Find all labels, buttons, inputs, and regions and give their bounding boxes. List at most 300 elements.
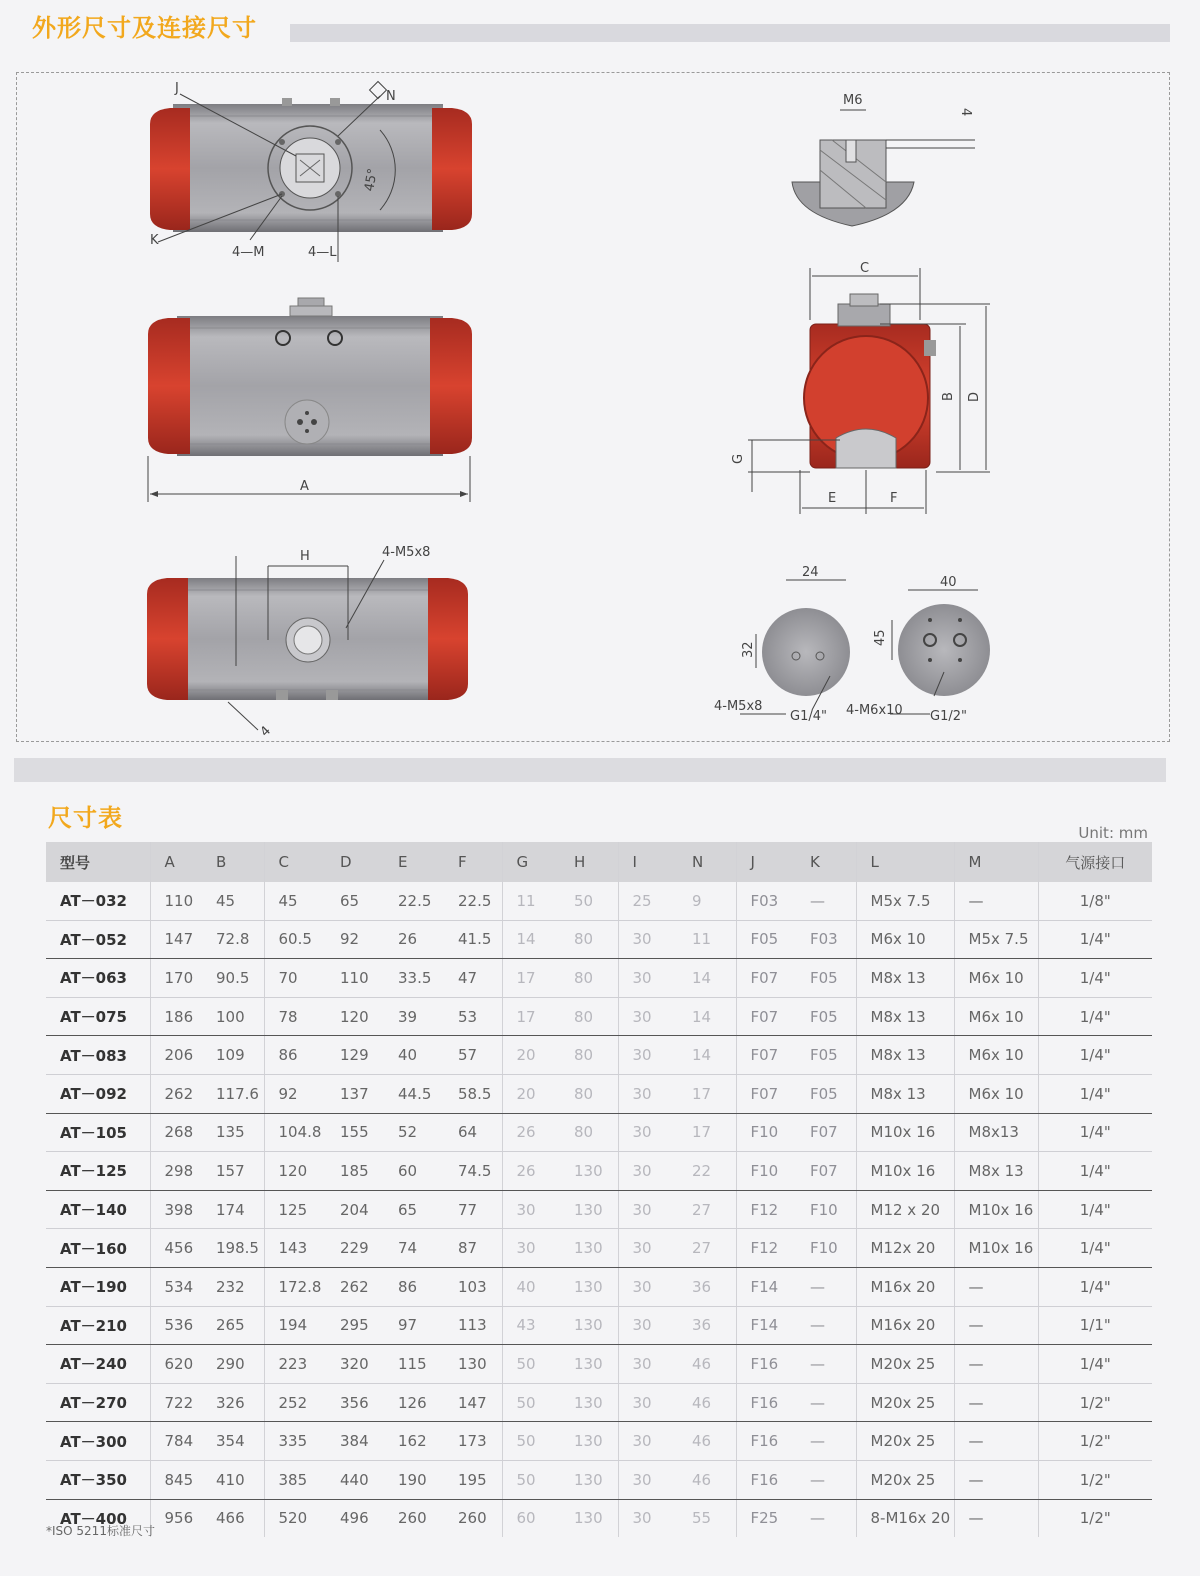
value-cell: 130 (560, 1190, 618, 1229)
column-header-3: C (264, 842, 326, 882)
value-cell: 130 (560, 1460, 618, 1499)
label-g: G (731, 453, 746, 464)
value-cell: 26 (502, 1113, 560, 1152)
value-cell: 30 (618, 1036, 678, 1075)
value-cell: F07 (736, 997, 796, 1036)
value-cell: 65 (384, 1190, 444, 1229)
label-h: H (300, 549, 310, 564)
value-cell: 14 (678, 1036, 736, 1075)
value-cell: 466 (216, 1509, 245, 1528)
label-port-small: G1/4" (790, 709, 827, 724)
table-row (46, 1036, 1152, 1075)
column-header-4: D (326, 842, 384, 882)
value-cell: — (796, 1460, 856, 1499)
value-cell: 147 (150, 920, 202, 959)
value-cell: 40 (502, 1267, 560, 1306)
value-cell: 110 (326, 959, 384, 998)
value-cell: 17 (502, 959, 560, 998)
value-cell: 40 (384, 1036, 444, 1075)
value-cell: 130 (574, 1509, 603, 1528)
value-cell: 36 (678, 1267, 736, 1306)
value-cell: 130 (444, 1345, 502, 1384)
value-cell: 30 (618, 920, 678, 959)
value-cell: 50 (502, 1422, 560, 1461)
value-cell: 50 (560, 882, 618, 920)
section-divider-bar (14, 758, 1166, 782)
value-cell: 70 (264, 959, 326, 998)
column-header-9: I (618, 842, 678, 882)
table-row (46, 959, 1152, 998)
label-four: 4 (257, 723, 275, 740)
value-cell: 30 (618, 959, 678, 998)
value-cell: 22.5 (444, 882, 502, 920)
value-cell: 86 (264, 1036, 326, 1075)
value-cell: 1/4" (1038, 1036, 1152, 1075)
value-cell: M6x 10 (954, 959, 1038, 998)
value-cell: 410 (202, 1460, 264, 1499)
value-cell: 157 (202, 1152, 264, 1191)
value-cell: 295 (326, 1306, 384, 1345)
value-cell: — (796, 1267, 856, 1306)
model-cell: AT－032 (46, 882, 150, 920)
value-cell: 956 (150, 1499, 202, 1537)
value-cell: F16 (736, 1345, 796, 1384)
value-cell: 130 (560, 1152, 618, 1191)
value-cell: 1/2" (1038, 1383, 1152, 1422)
value-cell: 845 (150, 1460, 202, 1499)
value-cell: 60 (502, 1499, 560, 1537)
table-section-title: 尺寸表 (48, 804, 123, 832)
value-cell: 46 (678, 1422, 736, 1461)
value-cell: M10x 16 (954, 1190, 1038, 1229)
value-cell: M5x 7.5 (954, 920, 1038, 959)
value-cell: M6x 10 (856, 920, 954, 959)
actuator-top-view (150, 81, 472, 262)
value-cell: 46 (678, 1460, 736, 1499)
value-cell: F14 (736, 1267, 796, 1306)
value-cell: 170 (150, 959, 202, 998)
technical-drawings (0, 0, 1200, 760)
value-cell: 109 (202, 1036, 264, 1075)
model-cell: AT－140 (46, 1190, 150, 1229)
value-cell: F05 (796, 1036, 856, 1075)
value-cell: 223 (264, 1345, 326, 1384)
value-cell: 620 (150, 1345, 202, 1384)
value-cell: 80 (560, 1036, 618, 1075)
value-cell: 130 (560, 1422, 618, 1461)
value-cell: F14 (736, 1306, 796, 1345)
value-cell: 536 (150, 1306, 202, 1345)
value-cell: 1/8" (1038, 882, 1152, 920)
value-cell: 80 (560, 1074, 618, 1113)
table-row (46, 1422, 1152, 1461)
value-cell: 78 (264, 997, 326, 1036)
value-cell: F05 (736, 920, 796, 959)
label-45: 45 (873, 629, 888, 646)
value-cell: F12 (736, 1190, 796, 1229)
label-d: D (967, 391, 982, 402)
value-cell: 784 (150, 1422, 202, 1461)
value-cell: 14 (502, 920, 560, 959)
table-row (46, 920, 1152, 959)
value-cell: 534 (150, 1267, 202, 1306)
value-cell: 27 (678, 1190, 736, 1229)
value-cell: M8x 13 (856, 1074, 954, 1113)
value-cell: 45 (202, 882, 264, 920)
value-cell: F10 (736, 1152, 796, 1191)
value-cell: 30 (502, 1229, 560, 1268)
value-cell: F12 (736, 1229, 796, 1268)
table-row (46, 1229, 1152, 1268)
value-cell: 17 (678, 1113, 736, 1152)
value-cell: 206 (150, 1036, 202, 1075)
value-cell: 92 (264, 1074, 326, 1113)
value-cell: 125 (264, 1190, 326, 1229)
actuator-end-view (731, 261, 990, 514)
value-cell: 113 (444, 1306, 502, 1345)
model-cell: AT－350 (46, 1460, 150, 1499)
value-cell: 354 (202, 1422, 264, 1461)
value-cell: 100 (202, 997, 264, 1036)
value-cell: 46 (678, 1383, 736, 1422)
footnote: *ISO 5211标准尺寸 (46, 1524, 155, 1538)
column-header-12: K (796, 842, 856, 882)
value-cell: F10 (796, 1229, 856, 1268)
value-cell: 130 (560, 1267, 618, 1306)
value-cell: 86 (384, 1267, 444, 1306)
value-cell: 186 (150, 997, 202, 1036)
value-cell: 92 (326, 920, 384, 959)
value-cell: 155 (326, 1113, 384, 1152)
model-cell: AT－105 (46, 1113, 150, 1152)
value-cell: M6x 10 (954, 1074, 1038, 1113)
table-row (46, 1383, 1152, 1422)
model-cell: AT－092 (46, 1074, 150, 1113)
value-cell: M16x 20 (856, 1306, 954, 1345)
value-cell: 117.6 (202, 1074, 264, 1113)
value-cell: 30 (502, 1190, 560, 1229)
value-cell: 30 (618, 997, 678, 1036)
value-cell: 41.5 (444, 920, 502, 959)
value-cell: M20x 25 (856, 1422, 954, 1461)
value-cell: F16 (736, 1422, 796, 1461)
value-cell: F07 (796, 1113, 856, 1152)
value-cell: 30 (618, 1229, 678, 1268)
label-4m: 4—M (232, 245, 265, 260)
value-cell: 80 (560, 959, 618, 998)
column-header-11: J (736, 842, 796, 882)
value-cell: 90.5 (202, 959, 264, 998)
value-cell: 385 (264, 1460, 326, 1499)
table-row (46, 1152, 1152, 1191)
dimensions-section-title: 外形尺寸及连接尺寸 (32, 14, 257, 42)
value-cell: M20x 25 (856, 1383, 954, 1422)
value-cell: 55 (692, 1509, 712, 1528)
table-row (46, 1113, 1152, 1152)
label-angle: 45° (362, 167, 381, 193)
label-4l: 4—L (308, 245, 337, 260)
column-header-15: 气源接口 (1038, 842, 1152, 882)
value-cell: 1/4" (1038, 1229, 1152, 1268)
value-cell: 110 (150, 882, 202, 920)
model-cell: AT－210 (46, 1306, 150, 1345)
value-cell: M12 x 20 (856, 1190, 954, 1229)
value-cell: 190 (384, 1460, 444, 1499)
table-row (46, 1499, 1152, 1537)
value-cell: F07 (796, 1152, 856, 1191)
column-header-1: A (150, 842, 202, 882)
value-cell: 87 (444, 1229, 502, 1268)
model-cell: AT－125 (46, 1152, 150, 1191)
label-b: B (941, 392, 956, 401)
value-cell: F16 (736, 1460, 796, 1499)
table-row (46, 1345, 1152, 1384)
value-cell: 260 (398, 1509, 427, 1528)
value-cell: F07 (736, 959, 796, 998)
column-header-13: L (856, 842, 954, 882)
value-cell: 30 (618, 1499, 678, 1537)
value-cell: — (954, 1345, 1038, 1384)
value-cell: 14 (678, 959, 736, 998)
column-header-8: H (560, 842, 618, 882)
value-cell: 335 (264, 1422, 326, 1461)
value-cell: 65 (326, 882, 384, 920)
table-row (46, 1190, 1152, 1229)
value-cell: 58.5 (444, 1074, 502, 1113)
value-cell: 39 (384, 997, 444, 1036)
value-cell: 25 (618, 882, 678, 920)
value-cell: 20 (502, 1074, 560, 1113)
value-cell: F07 (736, 1036, 796, 1075)
dimension-table (46, 842, 1152, 1537)
value-cell: 47 (444, 959, 502, 998)
model-cell: AT－240 (46, 1345, 150, 1384)
value-cell: 17 (678, 1074, 736, 1113)
value-cell: 229 (326, 1229, 384, 1268)
value-cell: 268 (150, 1113, 202, 1152)
model-cell: AT－400 (60, 1509, 127, 1528)
value-cell: 30 (618, 1074, 678, 1113)
value-cell: — (796, 1422, 856, 1461)
value-cell: 1/4" (1038, 1113, 1152, 1152)
model-cell: AT－083 (46, 1036, 150, 1075)
value-cell: 11 (678, 920, 736, 959)
value-cell: 64 (444, 1113, 502, 1152)
value-cell: M12x 20 (856, 1229, 954, 1268)
value-cell: 97 (384, 1306, 444, 1345)
value-cell: 120 (326, 997, 384, 1036)
value-cell: 74.5 (444, 1152, 502, 1191)
value-cell: 77 (444, 1190, 502, 1229)
value-cell: 126 (384, 1383, 444, 1422)
value-cell: — (954, 1460, 1038, 1499)
value-cell: 1/4" (1038, 997, 1152, 1036)
column-header-5: E (384, 842, 444, 882)
value-cell: F05 (796, 997, 856, 1036)
model-cell: AT－075 (46, 997, 150, 1036)
value-cell: 1/4" (1038, 959, 1152, 998)
label-m6: M6 (843, 93, 863, 108)
value-cell: — (796, 1306, 856, 1345)
model-cell: AT－160 (46, 1229, 150, 1268)
label-port-large: G1/2" (930, 709, 967, 724)
value-cell: M6x 10 (954, 1036, 1038, 1075)
value-cell: 30 (618, 1345, 678, 1384)
value-cell: 30 (618, 1190, 678, 1229)
value-cell: M8x 13 (856, 997, 954, 1036)
value-cell: M8x 13 (856, 959, 954, 998)
value-cell: F07 (736, 1074, 796, 1113)
value-cell: 298 (150, 1152, 202, 1191)
value-cell: 260 (458, 1509, 487, 1528)
model-cell: AT－052 (46, 920, 150, 959)
label-k: K (150, 233, 159, 248)
value-cell: 496 (340, 1509, 369, 1528)
value-cell: M6x 10 (954, 997, 1038, 1036)
value-cell: 120 (264, 1152, 326, 1191)
value-cell: 45 (264, 882, 326, 920)
value-cell: 1/4" (1038, 920, 1152, 959)
value-cell: 9 (678, 882, 736, 920)
column-header-6: F (444, 842, 502, 882)
value-cell: 456 (150, 1229, 202, 1268)
value-cell: 26 (502, 1152, 560, 1191)
value-cell: M8x 13 (954, 1152, 1038, 1191)
value-cell: 53 (444, 997, 502, 1036)
value-cell: 11 (502, 882, 560, 920)
value-cell: 57 (444, 1036, 502, 1075)
value-cell: 1/2" (1038, 1499, 1152, 1537)
value-cell: F10 (736, 1113, 796, 1152)
value-cell: 1/4" (1038, 1190, 1152, 1229)
value-cell: 44.5 (384, 1074, 444, 1113)
value-cell: 33.5 (384, 959, 444, 998)
label-e: E (828, 491, 837, 506)
value-cell: 135 (202, 1113, 264, 1152)
value-cell: M20x 25 (856, 1460, 954, 1499)
value-cell: 30 (618, 1460, 678, 1499)
value-cell: 60 (384, 1152, 444, 1191)
value-cell: 173 (444, 1422, 502, 1461)
label-40: 40 (940, 575, 957, 590)
value-cell: 265 (202, 1306, 264, 1345)
value-cell: 172.8 (264, 1267, 326, 1306)
value-cell: 30 (618, 1267, 678, 1306)
value-cell: — (954, 1422, 1038, 1461)
model-cell: AT－190 (46, 1267, 150, 1306)
value-cell: 27 (678, 1229, 736, 1268)
value-cell: 26 (384, 920, 444, 959)
label-depth: 4 (958, 108, 973, 117)
label-24: 24 (802, 565, 819, 580)
value-cell: F05 (796, 959, 856, 998)
model-cell: AT－270 (46, 1383, 150, 1422)
value-cell: 80 (560, 1113, 618, 1152)
value-cell: 356 (326, 1383, 384, 1422)
air-port-small (714, 565, 850, 724)
label-j: J (175, 81, 179, 96)
label-a: A (300, 479, 309, 494)
value-cell: — (954, 1267, 1038, 1306)
value-cell: M10x 16 (856, 1113, 954, 1152)
value-cell: — (810, 1509, 825, 1528)
value-cell: 143 (264, 1229, 326, 1268)
value-cell: 398 (150, 1190, 202, 1229)
value-cell: 103 (444, 1267, 502, 1306)
value-cell: 130 (560, 1383, 618, 1422)
label-f: F (890, 491, 898, 506)
model-cell: AT－063 (46, 959, 150, 998)
value-cell: 1/2" (1038, 1422, 1152, 1461)
value-cell: 326 (202, 1383, 264, 1422)
air-port-large (846, 575, 990, 724)
value-cell: M10x 16 (856, 1152, 954, 1191)
column-header-7: G (502, 842, 560, 882)
value-cell: 129 (326, 1036, 384, 1075)
value-cell: 320 (326, 1345, 384, 1384)
value-cell: 195 (444, 1460, 502, 1499)
value-cell: 147 (444, 1383, 502, 1422)
value-cell: 115 (384, 1345, 444, 1384)
value-cell: 137 (326, 1074, 384, 1113)
value-cell: 722 (150, 1383, 202, 1422)
value-cell: F03 (796, 920, 856, 959)
table-body (46, 882, 1152, 1537)
table-row (46, 1306, 1152, 1345)
label-c: C (860, 261, 870, 276)
value-cell: 22.5 (384, 882, 444, 920)
value-cell: F05 (796, 1074, 856, 1113)
value-cell: 52 (384, 1113, 444, 1152)
value-cell: 46 (678, 1345, 736, 1384)
value-cell: M20x 25 (856, 1345, 954, 1384)
model-cell: AT－300 (46, 1422, 150, 1461)
value-cell: 440 (326, 1460, 384, 1499)
value-cell: 72.8 (202, 920, 264, 959)
actuator-bottom-view (147, 545, 468, 740)
value-cell: 252 (264, 1383, 326, 1422)
shaft-detail (792, 93, 975, 226)
table-row (46, 997, 1152, 1036)
value-cell: — (796, 1383, 856, 1422)
column-header-2: B (202, 842, 264, 882)
value-cell: 262 (326, 1267, 384, 1306)
value-cell: 1/4" (1038, 1345, 1152, 1384)
value-cell: 204 (326, 1190, 384, 1229)
value-cell: 22 (678, 1152, 736, 1191)
value-cell: — (954, 1499, 1038, 1537)
value-cell: — (796, 1345, 856, 1384)
value-cell: M8x 13 (856, 1036, 954, 1075)
value-cell: 30 (618, 1306, 678, 1345)
column-header-10: N (678, 842, 736, 882)
value-cell: M16x 20 (856, 1267, 954, 1306)
label-port-thread-small: 4-M5x8 (714, 699, 763, 714)
value-cell: — (796, 882, 856, 920)
value-cell: 262 (150, 1074, 202, 1113)
value-cell: 20 (502, 1036, 560, 1075)
value-cell: 8-M16x 20 (856, 1499, 954, 1537)
value-cell: 104.8 (264, 1113, 326, 1152)
value-cell: F03 (736, 882, 796, 920)
value-cell: 30 (618, 1383, 678, 1422)
value-cell: 198.5 (202, 1229, 264, 1268)
value-cell: M10x 16 (954, 1229, 1038, 1268)
value-cell: M8x13 (954, 1113, 1038, 1152)
value-cell: F25 (736, 1499, 796, 1537)
table-row (46, 1460, 1152, 1499)
value-cell: 162 (384, 1422, 444, 1461)
